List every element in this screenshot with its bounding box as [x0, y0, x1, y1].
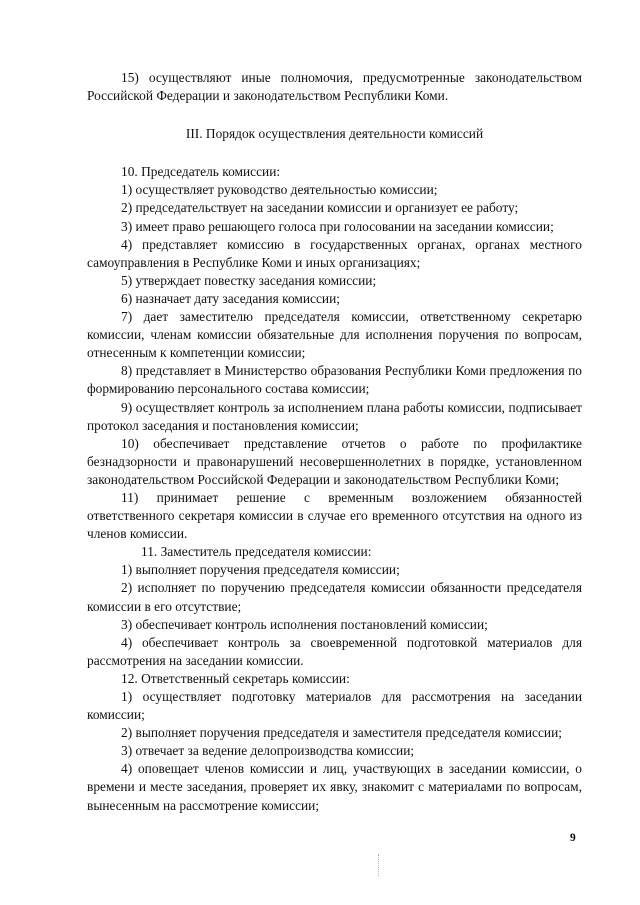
paragraph: 1) осуществляет руководство деятельностью комиссии; — [121, 182, 438, 198]
paragraph: 3) имеет право решающего голоса при голосовании на заседании комиссии; — [121, 218, 554, 234]
paragraph: 12. Ответственный секретарь комиссии: — [121, 670, 350, 686]
paragraph: 2) председательствует на заседании комиссии и организует ее работу; — [121, 200, 519, 216]
paragraph: 11. Заместитель председателя комиссии: — [141, 544, 372, 560]
document-body — [87, 69, 582, 815]
paragraph: 10) обеспечивает представление отчетов о работе по профилактике безнадзорности и правонарушений несовершеннолетних в порядке, установленном законодательством Российской Федерации и законодательством Республики Коми; — [87, 435, 582, 487]
paragraph-15: 15) осуществляют иные полномочия, предусмотренные законодательством Российской Федерации и законодательством Республики Коми. — [87, 70, 582, 104]
paragraph: 3) отвечает за ведение делопроизводства комиссии; — [121, 743, 415, 759]
paragraph: 2) выполняет поручения председателя и заместителя председателя комиссии; — [121, 725, 562, 741]
paragraph: 4) обеспечивает контроль за своевременной подготовкой материалов для рассмотрения на заседании комиссии. — [87, 634, 582, 668]
paragraph: 8) представляет в Министерство образования Республики Коми предложения по формированию персонального состава комиссии; — [87, 363, 582, 397]
paragraph: 6) назначает дату заседания комиссии; — [121, 290, 340, 306]
page-number: 9 — [570, 832, 576, 844]
scan-artifact — [378, 854, 380, 876]
paragraph: 7) дает заместителю председателя комиссии, ответственному секретарю комиссии, членам комиссии обязательные для исполнения поручения по вопросам, отнесенным к компетенции комиссии; — [87, 309, 582, 361]
paragraph: 9) осуществляет контроль за исполнением плана работы комиссии, подписывает протокол заседания и постановления комиссии; — [87, 399, 582, 433]
paragraph: 4) представляет комиссию в государственных органах, органах местного самоуправления в Республике Коми и иных организациях; — [87, 236, 582, 270]
paragraph: 10. Председатель комиссии: — [121, 164, 281, 180]
paragraph: 4) оповещает членов комиссии и лиц, участвующих в заседании комиссии, о времени и месте заседания, проверяет их явку, знакомит с материалами по вопросам, вынесенным на рассмотрение комиссии; — [87, 761, 582, 813]
paragraph: 1) выполняет поручения председателя комиссии; — [121, 562, 400, 578]
paragraph: 5) утверждает повестку заседания комиссии; — [121, 272, 377, 288]
paragraph: 2) исполняет по поручению председателя комиссии обязанности председателя комиссии в его отсутствие; — [87, 580, 582, 614]
paragraph: 11) принимает решение с временным возложением обязанностей ответственного секретаря комиссии в случае его временного отсутствия на одного из членов комиссии. — [87, 489, 582, 542]
section-title: III. Порядок осуществления деятельности комиссий — [185, 126, 484, 142]
paragraph: 3) обеспечивает контроль исполнения постановлений комиссии; — [121, 616, 488, 632]
paragraph: 1) осуществляет подготовку материалов для рассмотрения на заседании комиссии; — [87, 689, 582, 723]
